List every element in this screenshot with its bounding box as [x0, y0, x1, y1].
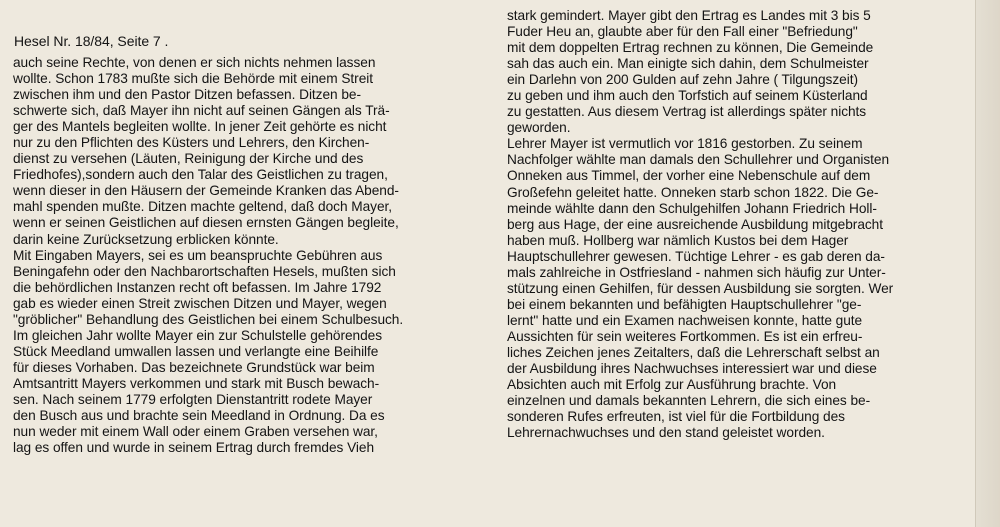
text-line: zu gestatten. Aus diesem Vertrag ist allerdings später nichts [507, 104, 867, 120]
text-line: Stück Meedland umwallen lassen und verlangte eine Beihilfe [13, 343, 379, 359]
text-line: den Busch aus und brachte sein Meedland in Ordnung. Da es [13, 408, 385, 424]
text-line: stark gemindert. Mayer gibt den Ertrag es Landes mit 3 bis 5 [507, 8, 871, 23]
text-line: Beningafehn oder den Nachbarortschaften Hesels, mußten sich [13, 263, 396, 279]
text-line: gab es wieder einen Streit zwischen Ditzen und Mayer, wegen [13, 295, 387, 311]
text-line: einzelnen und damals bekannten Lehrern, die sich eines be- [507, 393, 871, 409]
text-line: mahl spenden mußte. Ditzen machte geltend, daß doch Mayer, [13, 199, 393, 215]
text-line: mals zahlreiche in Ostfriesland - nahmen sich häufig zur Unter- [507, 264, 886, 280]
text-line: Mit Eingaben Mayers, sei es um beanspruchte Gebühren aus [13, 247, 383, 263]
text-line: berg aus Hage, der eine ausreichende Ausbildung mitgebracht [507, 216, 883, 232]
text-line: zwischen ihm und den Pastor Ditzen befassen. Ditzen be- [13, 87, 361, 103]
text-line: Fuder Heu an, glaubte aber für den Fall einer "Befriedung" [507, 24, 858, 40]
text-line: Onneken aus Timmel, der vorher eine Nebenschule auf dem [507, 168, 871, 184]
text-line: sah das auch ein. Man einigte sich dahin, dem Schulmeister [507, 56, 869, 72]
text-line: ger des Mantels begleiten wollte. In jener Zeit gehörte es nicht [13, 119, 387, 135]
text-line: Im gleichen Jahr wollte Mayer ein zur Schulstelle gehörendes [13, 327, 383, 343]
text-line: sonderen Rufes erfreuten, ist viel für die Fortbildung des [507, 409, 845, 425]
left-column-text [13, 55, 403, 456]
text-line: Lehrernachwuchses und den stand geleistet worden. [507, 425, 825, 441]
text-line: sen. Nach seinem 1779 erfolgten Dienstantritt rodete Mayer [13, 391, 373, 407]
text-line: haben muß. Hollberg war nämlich Kustos bei dem Hager [507, 232, 849, 248]
text-line: Amtsantritt Mayers verkommen und stark mit Busch bewach- [13, 375, 380, 391]
text-line: der Ausbildung ihres Nachwuchses interessiert war und diese [507, 361, 877, 377]
text-line: wollte. Schon 1783 mußte sich die Behörde mit einem Streit [13, 71, 373, 87]
text-line: Aussichten für sein weiteres Fortkommen. Es ist ein erfreu- [507, 328, 863, 344]
text-line: auch seine Rechte, von denen er sich nichts nehmen lassen [13, 55, 376, 70]
text-line: wenn er seinen Geistlichen auf diesen ernsten Gängen begleite, [13, 215, 399, 231]
text-line: für dieses Vorhaben. Das bezeichnete Grundstück war beim [13, 359, 375, 375]
text-line: nun weder mit einem Wall oder einem Graben versehen war, [13, 424, 378, 440]
page-header: Hesel Nr. 18/84, Seite 7 . [14, 33, 169, 49]
text-line: die behördlichen Instanzen recht oft befassen. Im Jahre 1792 [13, 279, 382, 295]
adjacent-page-edge [975, 0, 1000, 527]
text-line: ein Darlehn von 200 Gulden auf zehn Jahre ( Tilgungszeit) [507, 72, 858, 88]
text-line: Großefehn geleitet hatte. Onneken starb schon 1822. Die Ge- [507, 184, 879, 200]
text-line: wenn dieser in den Häusern der Gemeinde Kranken das Abend- [13, 183, 399, 199]
right-column-text [507, 8, 893, 441]
text-line: bei einem bekannten und befähigten Hauptschullehrer "ge- [507, 296, 862, 312]
text-line: schwerte sich, daß Mayer ihn nicht auf seinen Gängen als Trä- [13, 103, 390, 119]
text-line: nur zu den Pflichten des Küsters und Lehrers, den Kirchen- [13, 135, 370, 151]
text-line: liches Zeichen jenes Zeitalters, daß die Lehrerschaft selbst an [507, 344, 880, 360]
text-line: Lehrer Mayer ist vermutlich vor 1816 gestorben. Zu seinem [507, 136, 863, 152]
text-line: Nachfolger wählte man damals den Schullehrer und Organisten [507, 152, 890, 168]
text-line: Absichten auch mit Erfolg zur Ausführung brachte. Von [507, 377, 837, 393]
text-line: zu geben und ihm auch den Torfstich auf seinem Küsterland [507, 88, 868, 104]
text-line: darin keine Zurücksetzung erblicken könnte. [13, 231, 279, 247]
text-line: meinde wählte dann den Schulgehilfen Johann Friedrich Holl- [507, 200, 877, 216]
text-line: dienst zu versehen (Läuten, Reinigung der Kirche und des [13, 151, 364, 167]
text-line: Hauptschullehrer gewesen. Tüchtige Lehrer - es gab deren da- [507, 248, 885, 264]
text-line: mit dem doppelten Ertrag rechnen zu können, Die Gemeinde [507, 40, 874, 56]
text-line: geworden. [507, 120, 571, 136]
text-line: "gröblicher" Behandlung des Geistlichen bei einem Schulbesuch. [13, 311, 404, 327]
text-line: lernt" hatte und ein Examen nachweisen konnte, hatte gute [507, 312, 863, 328]
text-line: stützung einen Gehilfen, für dessen Ausbildung sie sorgten. Wer [507, 280, 894, 296]
text-line: Friedhofes),sondern auch den Talar des Geistlichen zu tragen, [13, 167, 388, 183]
text-line: lag es offen und wurde in seinem Ertrag durch fremdes Vieh [13, 440, 375, 456]
